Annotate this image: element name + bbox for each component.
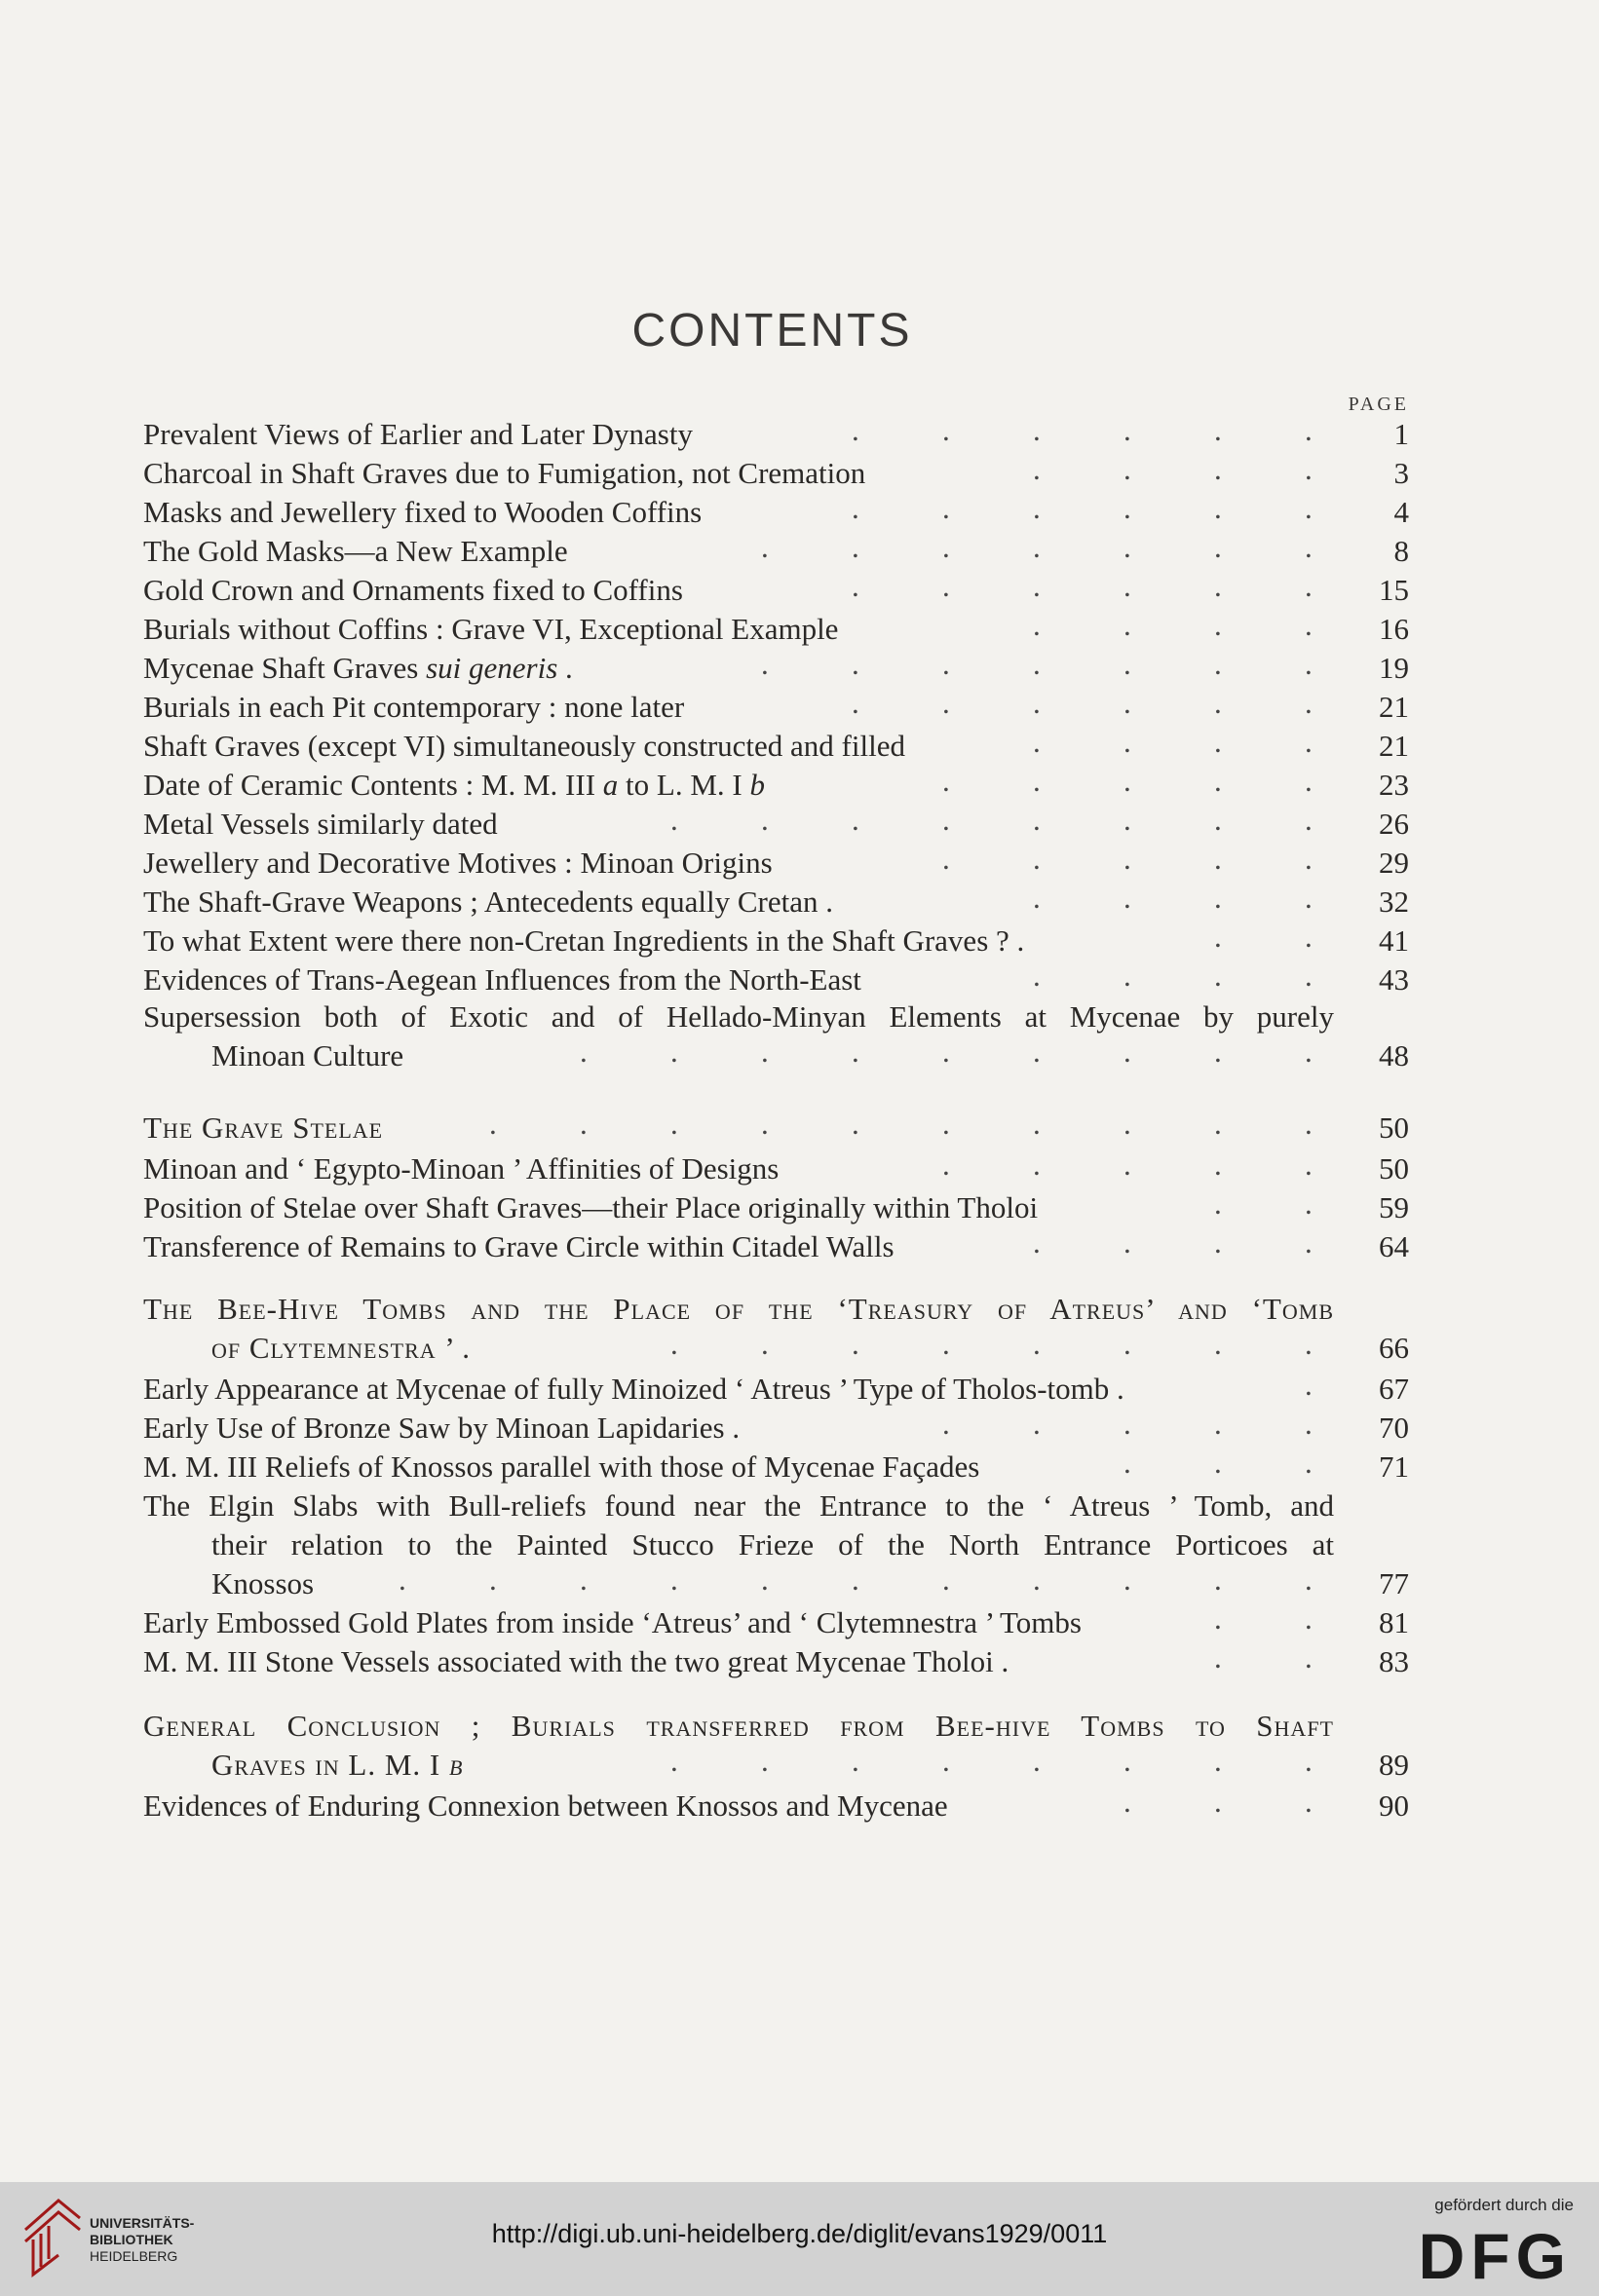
leader-dots: . . . . [1033,1225,1335,1260]
leader-dots: . . . . . . [852,569,1335,603]
toc-entry-page: 41 [1379,923,1409,958]
toc-entry-page: 19 [1379,651,1409,685]
leader-dots: . . . . . . . . [670,1744,1335,1778]
toc-entry [0,725,1599,768]
toc-entry-page: 90 [1379,1788,1409,1823]
leader-dots: . . . . [1033,608,1335,642]
toc-entry [0,530,1599,573]
toc-entry [0,569,1599,612]
toc-entry [0,647,1599,690]
toc-entry [0,881,1599,923]
section-title: Graves in L. M. I b [211,1748,464,1782]
leader-dots: . . . . . [942,1407,1335,1441]
toc-entry-page: 4 [1393,495,1409,529]
toc-entry-title: Jewellery and Decorative Motives : Minoan Origins [143,846,773,880]
toc-entry [0,491,1599,534]
toc-entry [0,1035,1599,1077]
toc-entry [0,1186,1599,1229]
leader-dots: . [1305,1368,1335,1402]
section-title: The Bee-Hive Tombs and the Place of the ‘Treasury of Atreus’ and ‘Tomb [143,1292,1334,1326]
toc-entry-page: 21 [1379,729,1409,763]
leader-dots: . . . . . . [852,413,1335,447]
toc-entry-page: 21 [1379,690,1409,724]
dfg-logo: DFG [1418,2220,1572,2292]
toc-entry-page: 48 [1379,1038,1409,1073]
toc-entry-page: 26 [1379,807,1409,841]
toc-entry [0,1225,1599,1268]
leader-dots: . . . [1123,1446,1335,1480]
toc-entry-page: 71 [1379,1449,1409,1484]
toc-entry-page: 83 [1379,1644,1409,1678]
toc-entry-title: Transference of Remains to Grave Circle within Citadel Walls [143,1229,895,1263]
toc-entry-title: Evidences of Enduring Connexion between Knossos and Mycenae [143,1788,948,1823]
toc-section-heading [0,1327,1599,1370]
section-title: General Conclusion ; Burials transferred from Bee-hive Tombs to Shaft [143,1709,1334,1743]
toc-entry [0,686,1599,729]
toc-entry-title: Minoan and ‘ Egypto-Minoan ’ Affinities of Designs [143,1151,780,1186]
leader-dots: . . [1214,920,1335,954]
library-name: UNIVERSITÄTS- BIBLIOTHEK HEIDELBERG [90,2215,195,2264]
toc-entry [0,413,1599,456]
leader-dots: . . . . . [942,1148,1335,1182]
leader-dots: . . [1214,1601,1335,1636]
toc-entry [0,842,1599,885]
toc-entry-title: The Shaft-Grave Weapons ; Antecedents equally Cretan . [143,885,833,919]
toc-entry-title: Gold Crown and Ornaments fixed to Coffins [143,573,683,607]
toc-entry-page: 77 [1379,1566,1409,1600]
leader-dots: . . [1214,1186,1335,1221]
toc-entry-page: 81 [1379,1605,1409,1639]
toc-entry [0,803,1599,846]
toc-entry-title: Early Use of Bronze Saw by Minoan Lapidaries . [143,1411,741,1445]
toc-entry [0,959,1599,1001]
toc-entry-page: 29 [1379,846,1409,880]
leader-dots: . . . . [1033,452,1335,486]
leader-dots: . . . . . [942,764,1335,798]
toc-entry-page: 3 [1393,456,1409,490]
page-column-header: PAGE [1348,394,1409,415]
toc-entry [0,1148,1599,1190]
toc-entry-page: 50 [1379,1110,1409,1145]
toc-entry-title: Burials in each Pit contemporary : none later [143,690,685,724]
leader-dots: . . . . . . . . [670,803,1335,837]
toc-entry [0,1446,1599,1488]
toc-entry [0,1601,1599,1644]
page-title: CONTENTS [631,305,913,357]
toc-entry-title: Early Embossed Gold Plates from inside ‘Atreus’ and ‘ Clytemnestra ’ Tombs [143,1605,1082,1639]
leader-dots: . . . . . . . . [670,1327,1335,1361]
section-title: of Clytemnestra ’ . [211,1331,471,1365]
toc-entry-title: Evidences of Trans-Aegean Influences from the North-East [143,962,861,997]
leader-dots: . . . [1123,1785,1335,1819]
leader-dots: . . . . [1033,725,1335,759]
leader-dots: . . [1214,1640,1335,1675]
section-title: The Grave Stelae [143,1110,384,1145]
toc-entry-page: 32 [1379,885,1409,919]
leader-dots: . . . . [1033,881,1335,915]
toc-entry [0,1562,1599,1605]
toc-entry [0,1785,1599,1827]
leader-dots: . . . . . [942,842,1335,876]
toc-entry-page: 59 [1379,1190,1409,1224]
funding-note: gefördert durch die [1434,2196,1574,2214]
leader-dots: . . . . . . . . . [580,1035,1335,1069]
toc-entry [0,1407,1599,1449]
toc-entry-title: Mycenae Shaft Graves sui generis . [143,651,573,685]
toc-entry-page: 67 [1379,1372,1409,1406]
leader-dots: . . . . . . [852,686,1335,720]
toc-entry-title: Supersession both of Exotic and of Hellado-Minyan Elements at Mycenae by purely [143,999,1334,1034]
toc-entry-title: Minoan Culture [211,1038,404,1073]
toc-entry-title: Prevalent Views of Earlier and Later Dynasty [143,417,693,451]
toc-entry-title: their relation to the Painted Stucco Frieze of the North Entrance Porticoes at [211,1527,1334,1562]
toc-entry [0,452,1599,495]
toc-entry-page: 70 [1379,1411,1409,1445]
toc-entry-page: 15 [1379,573,1409,607]
toc-entry-title: Metal Vessels similarly dated [143,807,498,841]
source-url-link[interactable]: http://digi.ub.uni-heidelberg.de/diglit/evans1929/0011 [491,2219,1108,2248]
toc-entry-title: Shaft Graves (except VI) simultaneously constructed and filled [143,729,905,763]
toc-entry-page: 64 [1379,1229,1409,1263]
toc-entry-page: 16 [1379,612,1409,646]
leader-dots: . . . . . . . . . . [489,1107,1335,1141]
toc-entry-title: The Gold Masks—a New Example [143,534,568,568]
digitization-footer [0,2182,1599,2296]
leader-dots: . . . . [1033,959,1335,993]
toc-entry-page: 1 [1393,417,1409,451]
toc-entry-title: Early Appearance at Mycenae of fully Minoized ‘ Atreus ’ Type of Tholos-tomb . [143,1372,1124,1406]
toc-entry-page: 66 [1379,1331,1409,1365]
toc-entry-page: 23 [1379,768,1409,802]
toc-entry-page: 8 [1393,534,1409,568]
toc-entry-title: M. M. III Reliefs of Knossos parallel with those of Mycenae Façades [143,1449,980,1484]
leader-dots: . . . . . . . [761,647,1335,681]
toc-entry-page: 89 [1379,1748,1409,1782]
toc-entry-title: Charcoal in Shaft Graves due to Fumigation, not Cremation [143,456,866,490]
toc-entry-title: Burials without Coffins : Grave VI, Exceptional Example [143,612,839,646]
toc-entry [0,764,1599,807]
toc-entry [0,920,1599,962]
toc-entry-title: Masks and Jewellery fixed to Wooden Coffins [143,495,703,529]
leader-dots: . . . . . . [852,491,1335,525]
toc-entry-title: M. M. III Stone Vessels associated with the two great Mycenae Tholoi . [143,1644,1009,1678]
toc-section-heading [0,1744,1599,1787]
toc-entry-title: Knossos [211,1566,315,1600]
toc-entry-page: 43 [1379,962,1409,997]
toc-entry-title: The Elgin Slabs with Bull-reliefs found near the Entrance to the ‘ Atreus ’ Tomb, and [143,1488,1334,1523]
toc-entry-title: Date of Ceramic Contents : M. M. III a to L. M. I b [143,768,765,802]
toc-entry-page: 50 [1379,1151,1409,1186]
leader-dots: . . . . . . . [761,530,1335,564]
toc-entry [0,1640,1599,1683]
toc-entry-title: Position of Stelae over Shaft Graves—their Place originally within Tholoi [143,1190,1039,1224]
toc-section-heading [0,1107,1599,1149]
toc-entry-title: To what Extent were there non-Cretan Ingredients in the Shaft Graves ? . [143,923,1025,958]
toc-entry [0,1368,1599,1411]
toc-entry [0,608,1599,651]
leader-dots: . . . . . . . . . . . [399,1562,1335,1597]
